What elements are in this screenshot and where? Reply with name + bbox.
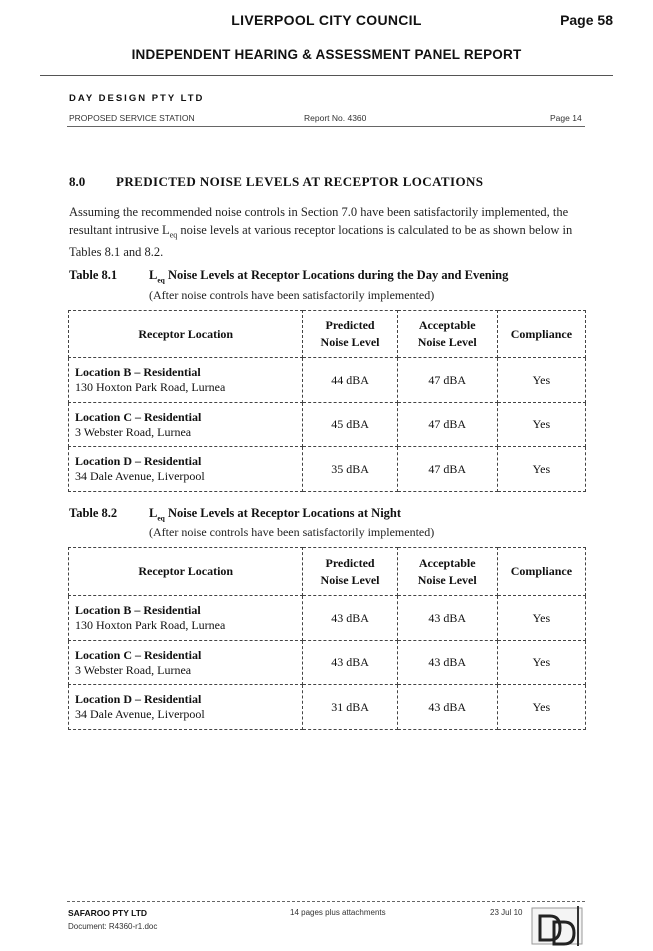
subheader-divider <box>67 126 585 127</box>
predicted-level: 43 dBA <box>303 596 397 641</box>
predicted-level: 45 dBA <box>303 403 397 447</box>
table-title-subscript: eq <box>157 513 165 523</box>
location-name: Location C – Residential <box>75 409 202 424</box>
receptor-cell <box>69 447 303 492</box>
compliance-value: Yes <box>497 358 585 403</box>
header-compliance: Compliance <box>497 311 585 358</box>
header-acceptable: Acceptable <box>418 555 476 570</box>
table-title <box>149 506 401 523</box>
paragraph-subscript: eq <box>169 230 178 239</box>
header-predicted: Predicted <box>325 318 375 332</box>
table-label: Table 8.2 <box>69 506 118 520</box>
header-receptor-location: Receptor Location <box>69 311 303 358</box>
header-receptor-location: Receptor Location <box>69 548 303 596</box>
location-address: 3 Webster Road, Lurnea <box>75 424 192 439</box>
footer-date: 23 Jul 10 <box>490 908 523 917</box>
receptor-cell <box>69 403 303 447</box>
header-acceptable-noise-level <box>397 548 497 596</box>
header-acceptable: Acceptable <box>418 318 476 332</box>
predicted-level: 35 dBA <box>303 447 397 492</box>
table-row <box>69 685 586 730</box>
noise-table-night <box>68 547 586 730</box>
table-label: Table 8.1 <box>69 268 118 282</box>
location-address: 34 Dale Avenue, Liverpool <box>75 469 205 483</box>
compliance-value: Yes <box>497 596 585 641</box>
header-predicted-noise-level <box>303 311 397 358</box>
council-title: LIVERPOOL CITY COUNCIL <box>231 12 422 28</box>
panel-report-title: INDEPENDENT HEARING & ASSESSMENT PANEL REPORT <box>131 47 522 62</box>
receptor-cell <box>69 685 303 730</box>
location-address: 130 Hoxton Park Road, Lurnea <box>75 618 226 632</box>
compliance-value: Yes <box>497 641 585 685</box>
table-row <box>69 358 586 403</box>
acceptable-level: 47 dBA <box>397 358 497 403</box>
table-subtitle: (After noise controls have been satisfactorily implemented) <box>149 525 435 539</box>
location-name: Location B – Residential <box>75 365 201 379</box>
header-predicted: Predicted <box>325 555 375 570</box>
location-name: Location D – Residential <box>75 454 202 468</box>
predicted-level: 43 dBA <box>303 641 397 685</box>
table-title-symbol: L <box>149 268 158 282</box>
acceptable-level: 47 dBA <box>397 403 497 447</box>
location-name: Location B – Residential <box>75 603 201 617</box>
acceptable-level: 43 dBA <box>397 596 497 641</box>
location-address: 3 Webster Road, Lurnea <box>75 662 192 677</box>
table-row <box>69 596 586 641</box>
acceptable-level: 43 dBA <box>397 641 497 685</box>
receptor-cell <box>69 641 303 685</box>
header-acceptable-noise-level <box>397 311 497 358</box>
firm-name: DAY DESIGN PTY LTD <box>69 93 205 104</box>
table-title-text: Noise Levels at Receptor Locations at Night <box>164 506 402 520</box>
location-name: Location D – Residential <box>75 692 202 706</box>
page-number: Page 58 <box>560 12 613 28</box>
compliance-value: Yes <box>497 447 585 492</box>
table-title-subscript: eq <box>157 275 165 285</box>
table-header-row <box>69 548 586 596</box>
project-name: PROPOSED SERVICE STATION <box>69 113 195 123</box>
compliance-value: Yes <box>497 685 585 730</box>
section-paragraph <box>69 204 589 261</box>
predicted-level: 31 dBA <box>303 685 397 730</box>
location-address: 34 Dale Avenue, Liverpool <box>75 707 205 721</box>
noise-table-day-evening <box>68 310 586 492</box>
table-row <box>69 447 586 492</box>
footer-document: Document: R4360-r1.doc <box>68 922 158 931</box>
header-compliance: Compliance <box>497 548 585 596</box>
location-name: Location C – Residential <box>75 647 202 662</box>
header-noise-level: Noise Level <box>320 335 380 349</box>
footer-divider <box>67 901 585 902</box>
header-noise-level: Noise Level <box>417 335 477 349</box>
dd-logo-icon <box>528 902 586 946</box>
table-row <box>69 641 586 685</box>
table-row <box>69 403 586 447</box>
acceptable-level: 47 dBA <box>397 447 497 492</box>
table-title-text: Noise Levels at Receptor Locations during the Day and Evening <box>164 268 509 282</box>
paragraph-text-start: Assuming the recommended noise controls in Section 7.0 have been satisfactorily implemented, the resultant intrusive L <box>69 205 569 237</box>
acceptable-level: 43 dBA <box>397 685 497 730</box>
table-title-symbol: L <box>149 506 158 520</box>
receptor-cell <box>69 358 303 403</box>
report-page: Page 14 <box>550 113 582 123</box>
header-noise-level: Noise Level <box>320 572 380 587</box>
table-title <box>149 268 508 285</box>
section-number: 8.0 <box>69 174 86 189</box>
table-header-row <box>69 311 586 358</box>
location-address: 130 Hoxton Park Road, Lurnea <box>75 380 226 394</box>
footer-company: SAFAROO PTY LTD <box>68 908 148 918</box>
table-subtitle: (After noise controls have been satisfactorily implemented) <box>149 288 435 302</box>
section-title: PREDICTED NOISE LEVELS AT RECEPTOR LOCATIONS <box>116 174 484 189</box>
header-noise-level: Noise Level <box>417 572 477 587</box>
paragraph-text-end: noise levels at various receptor locations is calculated to be as shown below in Tables 8.1 and 8.2. <box>69 222 573 259</box>
footer-pages: 14 pages plus attachments <box>290 908 386 917</box>
compliance-value: Yes <box>497 403 585 447</box>
receptor-cell <box>69 596 303 641</box>
header-predicted-noise-level <box>303 548 397 596</box>
header-divider <box>40 75 613 76</box>
report-number: Report No. 4360 <box>304 113 367 123</box>
predicted-level: 44 dBA <box>303 358 397 403</box>
